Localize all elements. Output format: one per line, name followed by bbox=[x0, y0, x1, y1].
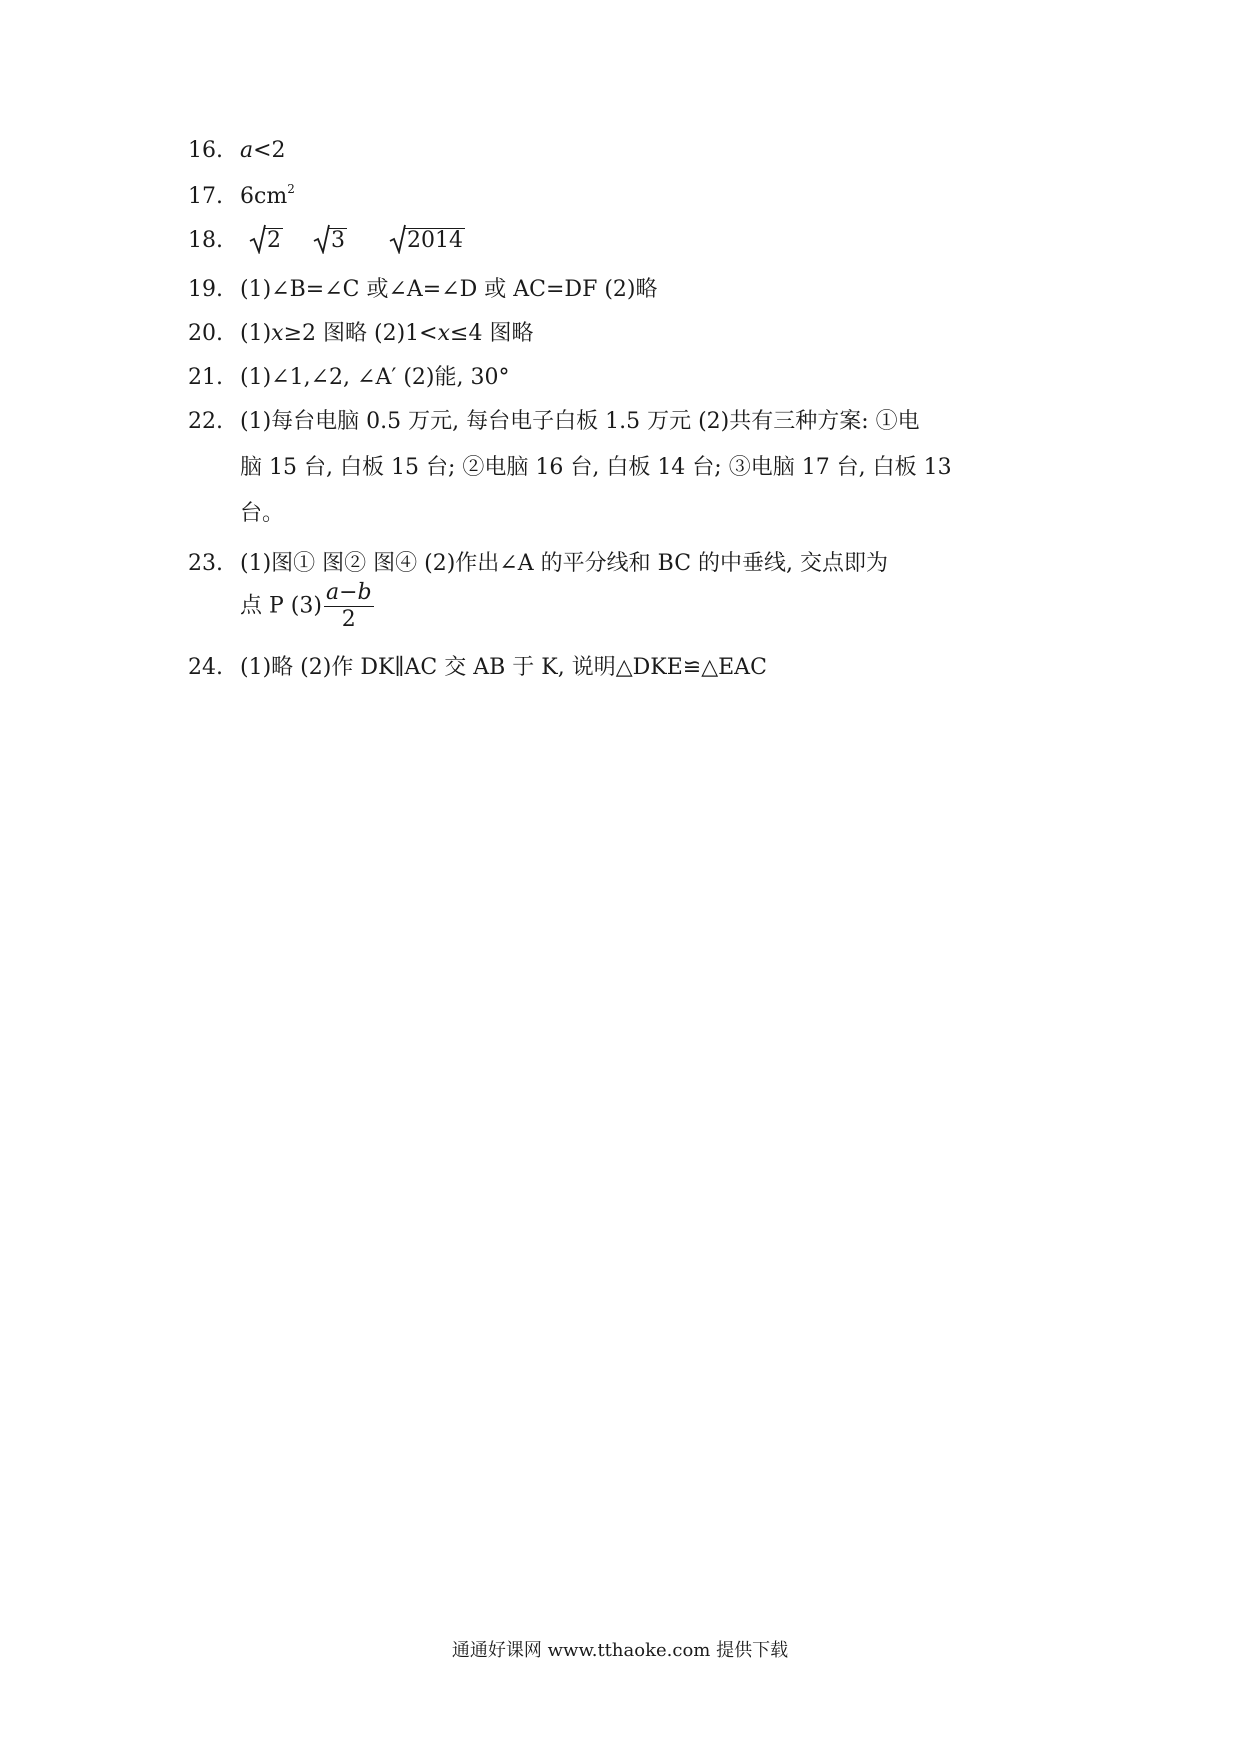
radical-sign-icon bbox=[313, 224, 331, 254]
answer-22-line-2: 脑 15 台, 白板 15 台; ②电脑 16 台, 白板 14 台; ③电脑 17 台, 白板 13 bbox=[240, 455, 952, 480]
answer-text: (1)∠1,∠2, ∠A′ (2)能, 30° bbox=[240, 365, 510, 390]
answer-text: ≥2 图略 (2)1< bbox=[283, 321, 438, 346]
answer-19 bbox=[188, 272, 658, 303]
answer-18 bbox=[188, 228, 465, 253]
answer-23-line-2 bbox=[240, 580, 374, 633]
answer-text: 点 P (3) bbox=[240, 593, 322, 619]
answer-text: ≤4 图略 bbox=[450, 321, 534, 346]
sqrt-3: 3 bbox=[313, 228, 347, 253]
answer-number: 19. bbox=[188, 277, 223, 302]
answer-number: 24. bbox=[188, 655, 223, 680]
answer-number: 18. bbox=[188, 228, 223, 253]
sqrt-2014: 2014 bbox=[389, 228, 465, 253]
answer-text: (1)略 (2)作 DK∥AC 交 AB 于 K, 说明△DKE≌△EAC bbox=[240, 655, 767, 680]
fraction-numerator: a−b bbox=[325, 580, 372, 605]
answer-16 bbox=[188, 138, 286, 163]
answer-text: 6cm bbox=[240, 184, 288, 209]
answer-22 bbox=[188, 404, 920, 435]
footer-source: 通通好课网 www.tthaoke.com 提供下载 bbox=[451, 1640, 789, 1661]
answer-number: 16. bbox=[188, 138, 223, 163]
radical-sign-icon bbox=[249, 224, 267, 254]
answer-text: <2 bbox=[253, 138, 286, 163]
fraction-denominator: 2 bbox=[341, 607, 356, 632]
answer-number: 17. bbox=[188, 184, 223, 209]
fraction bbox=[324, 580, 374, 633]
superscript: 2 bbox=[287, 182, 295, 196]
answer-number: 20. bbox=[188, 321, 223, 346]
answer-20 bbox=[188, 316, 533, 347]
answer-line: (1)图① 图② 图④ (2)作出∠A 的平分线和 BC 的中垂线, 交点即为 bbox=[240, 551, 889, 576]
variable-x: x bbox=[437, 321, 451, 346]
variable-x: x bbox=[271, 321, 284, 346]
answer-line: (1)每台电脑 0.5 万元, 每台电子白板 1.5 万元 (2)共有三种方案: ①电 bbox=[240, 409, 920, 434]
answer-number: 23. bbox=[188, 551, 223, 576]
radical-sign-icon bbox=[389, 224, 407, 254]
sqrt-2: 2 bbox=[249, 228, 283, 253]
answer-24 bbox=[188, 650, 767, 681]
answer-text: (1)∠B=∠C 或∠A=∠D 或 AC=DF (2)略 bbox=[240, 277, 658, 302]
answer-22-line-3: 台。 bbox=[240, 501, 285, 526]
answer-17 bbox=[188, 182, 295, 209]
answer-21 bbox=[188, 360, 509, 391]
variable-a: a bbox=[240, 138, 254, 163]
answer-number: 21. bbox=[188, 365, 223, 390]
answer-text: (1) bbox=[240, 321, 272, 346]
answer-number: 22. bbox=[188, 409, 223, 434]
answer-23 bbox=[188, 546, 888, 577]
